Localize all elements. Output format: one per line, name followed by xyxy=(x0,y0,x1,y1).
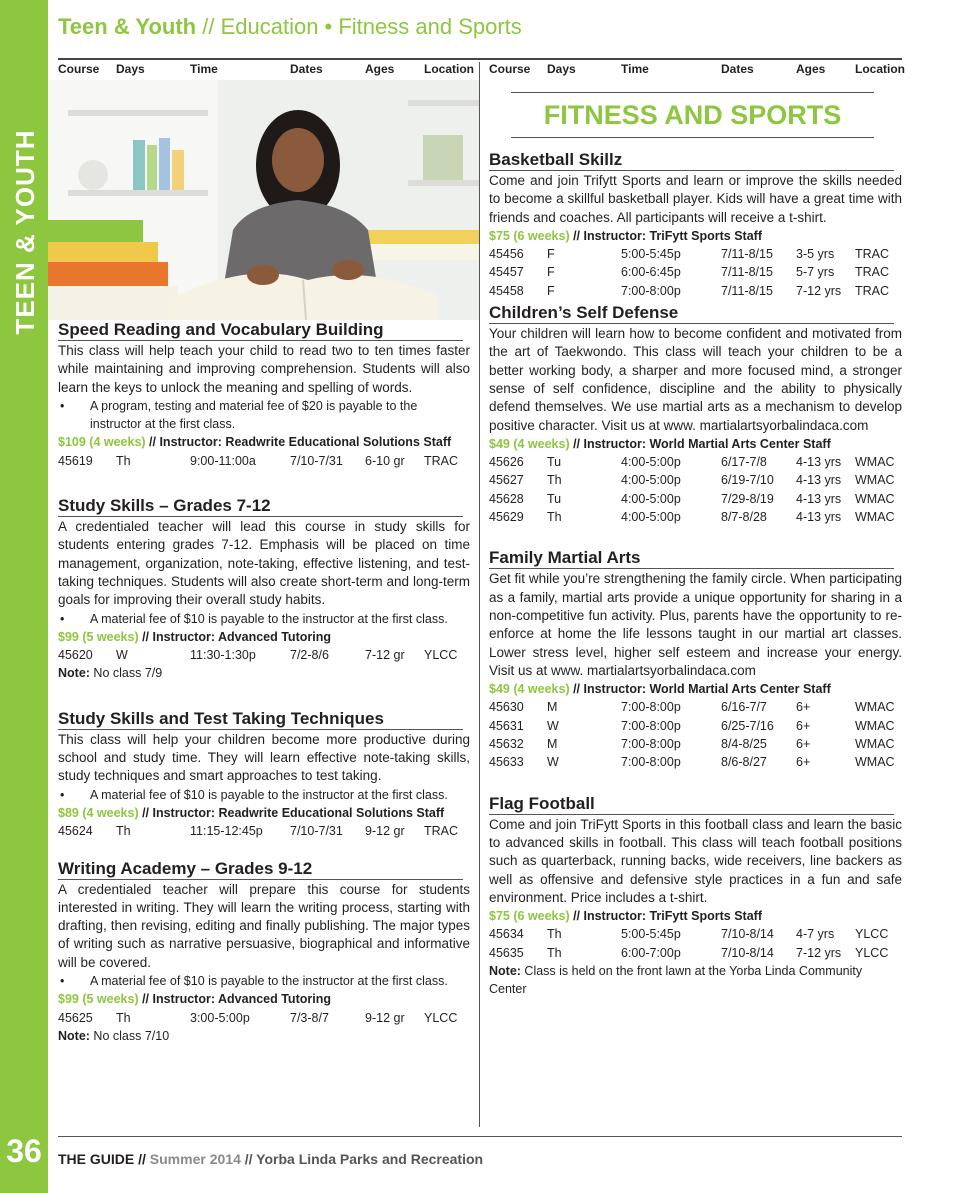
session-time: 11:15-12:45p xyxy=(190,824,263,839)
photo-illustration xyxy=(48,80,479,320)
course-block xyxy=(58,320,470,496)
session-time: 7:00-8:00p xyxy=(621,283,681,298)
session-days: F xyxy=(547,247,555,262)
col-time: Time xyxy=(621,62,649,76)
sidebar xyxy=(0,0,48,1193)
col-time: Time xyxy=(190,62,218,76)
left-column xyxy=(58,320,470,1045)
session-time: 5:00-5:45p xyxy=(621,927,681,942)
course-block xyxy=(58,709,470,859)
session-time: 6:00-7:00p xyxy=(621,945,681,960)
session-course: 45626 xyxy=(489,455,524,470)
course-title: Study Skills and Test Taking Techniques xyxy=(58,709,463,730)
sidebar-section-label: TEEN & YOUTH xyxy=(10,129,40,335)
session-dates: 7/11-8/15 xyxy=(721,283,773,298)
session-location: TRAC xyxy=(855,247,890,262)
course-description: Your children will learn how to become confident and motivated from the art of Taekwondo. This class will teach your children to be a better working body, a sharper and more focused mind, a stronger sense of self confidence, discipline and the ability to physically defend themselves. We use martial arts as a mechanism to develop positive character. Visit us at www. martialartsyorbalindaca.com xyxy=(489,326,902,433)
page-footer xyxy=(58,1151,483,1167)
session-course: 45630 xyxy=(489,700,524,715)
session-dates: 7/11-8/15 xyxy=(721,247,773,262)
course-description: This class will help your children become more productive during school and study time. They will learn effective note-taking skills, study techniques and smart approaches to test taking. xyxy=(58,731,470,784)
session-course: 45619 xyxy=(58,453,93,468)
course-block xyxy=(58,496,470,709)
course-instructor: // Instructor: World Martial Arts Center Staff xyxy=(569,682,831,697)
course-description: A credentialed teacher will lead this course in study skills for students entering grades 7-12. Emphasis will be placed on time management, organization, note-taking, effective listening, and test-taking techniques. Students will also create short-term and long-term goals for improving their overall study habits. xyxy=(58,519,470,608)
session-dates: 7/10-8/14 xyxy=(721,927,774,942)
session-dates: 6/19-7/10 xyxy=(721,473,774,488)
spacer xyxy=(58,683,470,709)
session-ages: 6+ xyxy=(796,737,811,752)
session-row xyxy=(58,822,470,840)
session-ages: 7-12 gr xyxy=(365,648,405,663)
session-row xyxy=(489,490,902,508)
session-course: 45458 xyxy=(489,283,524,298)
session-days: Th xyxy=(116,824,131,839)
course-description: Get fit while you’re strengthening the family circle. When participating as a family, martial arts provide a unique opportunity for sharing in a non-competitive fun activity. Plus, parents have the opportunity to re-enforce at home the life lessons taught in our martial art classes. Lower stress level, higher self esteem and increase your energy. Visit us at www. martialartsyorbalindaca.com xyxy=(489,571,902,678)
column-headers-left xyxy=(58,62,474,78)
note-text: Class is held on the front lawn at the Yorba Linda Community Center xyxy=(489,963,863,997)
session-location: WMAC xyxy=(855,718,895,733)
note-text: No class 7/10 xyxy=(89,1028,170,1043)
spacer xyxy=(489,772,902,794)
course-note xyxy=(58,664,470,682)
session-course: 45624 xyxy=(58,824,93,839)
course-note xyxy=(58,1027,470,1045)
column-divider xyxy=(479,62,480,1127)
session-days: W xyxy=(547,718,559,733)
course-price-line xyxy=(489,227,902,245)
col-dates: Dates xyxy=(721,62,754,76)
course-price-line xyxy=(489,435,902,453)
header-main: Teen & Youth xyxy=(58,14,197,39)
session-dates: 7/11-8/15 xyxy=(721,265,773,280)
session-row xyxy=(489,944,902,962)
session-time: 4:00-5:00p xyxy=(621,491,681,506)
session-time: 3:00-5:00p xyxy=(190,1010,250,1025)
session-ages: 9-12 gr xyxy=(365,1010,405,1025)
session-time: 9:00-11:00a xyxy=(190,453,256,468)
section-title: FITNESS AND SPORTS xyxy=(511,92,874,138)
course-block xyxy=(58,859,470,1046)
course-price: $89 (4 weeks) xyxy=(58,805,139,820)
course-title: Study Skills – Grades 7-12 xyxy=(58,496,463,517)
session-days: F xyxy=(547,283,555,298)
note-label: Note: xyxy=(58,666,90,681)
session-dates: 7/2-8/6 xyxy=(290,648,329,663)
course-description: Come and join TriFytt Sports in this football class and learn the basic to advanced skills in football. This class will teach football positions such as quarterback, running backs, wide receivers, line backers as well as offensive and defensive style practices in a fun and safe environment. Price includes a t-shirt. xyxy=(489,816,902,905)
session-location: TRAC xyxy=(855,265,890,280)
col-dates: Dates xyxy=(290,62,323,76)
session-days: W xyxy=(116,648,128,663)
session-row xyxy=(489,717,902,735)
session-dates: 7/3-8/7 xyxy=(290,1010,329,1025)
session-course: 45625 xyxy=(58,1010,93,1025)
course-price-line xyxy=(58,433,470,451)
course-title: Speed Reading and Vocabulary Building xyxy=(58,320,463,341)
session-days: M xyxy=(547,700,558,715)
session-location: WMAC xyxy=(855,510,895,525)
note-label: Note: xyxy=(489,963,521,978)
session-dates: 8/6-8/27 xyxy=(721,755,767,770)
session-location: TRAC xyxy=(424,824,459,839)
session-row xyxy=(489,282,902,300)
session-course: 45457 xyxy=(489,265,524,280)
header-sep: // xyxy=(196,14,221,39)
course-title: Basketball Skillz xyxy=(489,150,894,171)
course-instructor: // Instructor: Readwrite Educational Solutions Staff xyxy=(145,435,452,450)
session-location: WMAC xyxy=(855,737,895,752)
session-location: YLCC xyxy=(424,648,458,663)
session-row xyxy=(489,753,902,771)
course-price-line xyxy=(58,628,470,646)
session-row xyxy=(489,698,902,716)
session-dates: 7/10-7/31 xyxy=(290,824,343,839)
session-ages: 7-12 yrs xyxy=(796,283,842,298)
session-location: YLCC xyxy=(424,1010,458,1025)
footer-rule xyxy=(58,1136,902,1137)
session-dates: 7/10-7/31 xyxy=(290,453,343,468)
course-title: Family Martial Arts xyxy=(489,548,894,569)
session-dates: 7/29-8/19 xyxy=(721,491,774,506)
session-location: WMAC xyxy=(855,700,895,715)
session-time: 4:00-5:00p xyxy=(621,473,681,488)
course-description: Come and join Trifytt Sports and learn or improve the skills needed to become a skillful basketball player. Kids will have a great time with friends and coaches. All participants will receive a t-shirt. xyxy=(489,173,902,225)
course-price: $75 (6 weeks) xyxy=(489,909,570,924)
session-row xyxy=(489,245,902,263)
session-dates: 6/25-7/16 xyxy=(721,718,774,733)
course-description: A credentialed teacher will prepare this course for students interested in writing. They will learn the writing process, starting with drafting, then revising, editing and finally publishing. The major types of writing such as narrative persuasive, biographical and informative will be covered. xyxy=(58,881,470,970)
session-days: Th xyxy=(116,1010,131,1025)
session-course: 45627 xyxy=(489,473,524,488)
session-row xyxy=(489,471,902,489)
course-instructor: // Instructor: Advanced Tutoring xyxy=(138,629,331,644)
page-number: 36 xyxy=(0,1133,48,1170)
course-title: Writing Academy – Grades 9-12 xyxy=(58,859,463,880)
footer-guide: THE GUIDE // xyxy=(58,1151,146,1167)
course-fee-note: • A program, testing and material fee of $20 is payable to the instructor at the first class. xyxy=(58,397,470,434)
course-fee-note: • A material fee of $10 is payable to the instructor at the first class. xyxy=(58,610,470,628)
col-days: Days xyxy=(116,62,145,76)
session-row xyxy=(489,925,902,943)
session-course: 45628 xyxy=(489,491,524,506)
column-headers-right xyxy=(489,62,905,78)
session-location: YLCC xyxy=(855,945,889,960)
student-reading-photo xyxy=(48,80,479,320)
session-days: F xyxy=(547,265,555,280)
session-dates: 6/16-7/7 xyxy=(721,700,767,715)
course-price-line xyxy=(58,990,470,1008)
spacer xyxy=(58,470,470,496)
session-dates: 6/17-7/8 xyxy=(721,455,767,470)
course-note xyxy=(489,962,902,999)
session-ages: 5-7 yrs xyxy=(796,265,835,280)
session-days: W xyxy=(547,755,559,770)
col-days: Days xyxy=(547,62,576,76)
session-days: Tu xyxy=(547,491,562,506)
col-location: Location xyxy=(855,62,905,76)
session-course: 45631 xyxy=(489,718,524,733)
session-days: Tu xyxy=(547,455,562,470)
session-row xyxy=(489,508,902,526)
session-days: Th xyxy=(547,945,562,960)
session-time: 7:00-8:00p xyxy=(621,755,681,770)
course-instructor: // Instructor: TriFytt Sports Staff xyxy=(569,228,762,243)
footer-season: Summer 2014 xyxy=(145,1151,245,1167)
session-time: 7:00-8:00p xyxy=(621,700,681,715)
note-label: Note: xyxy=(58,1028,90,1043)
session-ages: 6+ xyxy=(796,718,811,733)
course-price-line xyxy=(489,907,902,925)
session-row xyxy=(489,735,902,753)
course-instructor: // Instructor: World Martial Arts Center Staff xyxy=(569,436,831,451)
header-sub: Education • Fitness and Sports xyxy=(220,14,522,39)
course-price: $75 (6 weeks) xyxy=(489,228,570,243)
session-time: 6:00-6:45p xyxy=(621,265,681,280)
col-course: Course xyxy=(58,62,100,76)
course-price: $109 (4 weeks) xyxy=(58,435,146,450)
session-course: 45633 xyxy=(489,755,524,770)
session-row xyxy=(489,263,902,281)
session-ages: 4-7 yrs xyxy=(796,927,835,942)
session-time: 7:00-8:00p xyxy=(621,737,681,752)
session-ages: 6+ xyxy=(796,755,811,770)
course-block xyxy=(489,794,902,999)
session-location: WMAC xyxy=(855,473,895,488)
footer-org: // Yorba Linda Parks and Recreation xyxy=(244,1151,484,1167)
session-time: 4:00-5:00p xyxy=(621,510,681,525)
session-row xyxy=(58,646,470,664)
session-time: 4:00-5:00p xyxy=(621,455,681,470)
course-title: Children’s Self Defense xyxy=(489,303,894,324)
course-instructor: // Instructor: TriFytt Sports Staff xyxy=(569,909,762,924)
session-location: TRAC xyxy=(855,283,890,298)
session-ages: 6+ xyxy=(796,700,811,715)
session-location: WMAC xyxy=(855,455,895,470)
session-days: Th xyxy=(547,473,562,488)
course-block xyxy=(489,150,902,303)
session-course: 45620 xyxy=(58,648,93,663)
course-instructor: // Instructor: Readwrite Educational Solutions Staff xyxy=(138,805,445,820)
course-price: $49 (4 weeks) xyxy=(489,682,570,697)
session-row xyxy=(58,1009,470,1027)
course-price: $99 (5 weeks) xyxy=(58,992,139,1007)
session-days: Th xyxy=(116,453,131,468)
course-price-line xyxy=(489,680,902,698)
session-ages: 6-10 gr xyxy=(365,453,405,468)
session-ages: 4-13 yrs xyxy=(796,510,842,525)
col-location: Location xyxy=(424,62,474,76)
course-fee-note: • A material fee of $10 is payable to the instructor at the first class. xyxy=(58,972,470,990)
session-location: WMAC xyxy=(855,491,895,506)
spacer xyxy=(58,841,470,859)
right-column xyxy=(489,92,902,999)
session-course: 45634 xyxy=(489,927,524,942)
course-block xyxy=(489,303,902,548)
session-course: 45635 xyxy=(489,945,524,960)
spacer xyxy=(489,526,902,548)
course-description: This class will help teach your child to read two to ten times faster while maintaining and improving comprehension. Students will also learn the keys to unlock the meaning and spelling of words. xyxy=(58,343,470,395)
session-course: 45456 xyxy=(489,247,524,262)
session-dates: 8/4-8/25 xyxy=(721,737,767,752)
session-course: 45632 xyxy=(489,737,524,752)
session-time: 7:00-8:00p xyxy=(621,718,681,733)
session-dates: 8/7-8/28 xyxy=(721,510,767,525)
session-ages: 7-12 yrs xyxy=(796,945,842,960)
session-days: M xyxy=(547,737,558,752)
session-row xyxy=(58,452,470,470)
session-row xyxy=(489,453,902,471)
header-rule xyxy=(58,58,902,60)
session-time: 5:00-5:45p xyxy=(621,247,681,262)
note-text: No class 7/9 xyxy=(89,666,163,681)
course-fee-note: • A material fee of $10 is payable to the instructor at the first class. xyxy=(58,786,470,804)
col-ages: Ages xyxy=(365,62,395,76)
session-dates: 7/10-8/14 xyxy=(721,945,774,960)
session-time: 11:30-1:30p xyxy=(190,648,256,663)
session-location: TRAC xyxy=(424,453,459,468)
session-ages: 4-13 yrs xyxy=(796,473,842,488)
session-ages: 4-13 yrs xyxy=(796,455,842,470)
session-days: Th xyxy=(547,510,562,525)
session-days: Th xyxy=(547,927,562,942)
course-instructor: // Instructor: Advanced Tutoring xyxy=(138,992,331,1007)
session-ages: 4-13 yrs xyxy=(796,491,842,506)
course-price-line xyxy=(58,804,470,822)
course-price: $99 (5 weeks) xyxy=(58,629,139,644)
session-ages: 9-12 gr xyxy=(365,824,405,839)
session-course: 45629 xyxy=(489,510,524,525)
course-block xyxy=(489,548,902,793)
session-location: YLCC xyxy=(855,927,889,942)
col-ages: Ages xyxy=(796,62,826,76)
course-price: $49 (4 weeks) xyxy=(489,436,570,451)
session-location: WMAC xyxy=(855,755,895,770)
col-course: Course xyxy=(489,62,531,76)
course-title: Flag Football xyxy=(489,794,894,815)
page-header xyxy=(58,14,522,40)
session-ages: 3-5 yrs xyxy=(796,247,835,262)
